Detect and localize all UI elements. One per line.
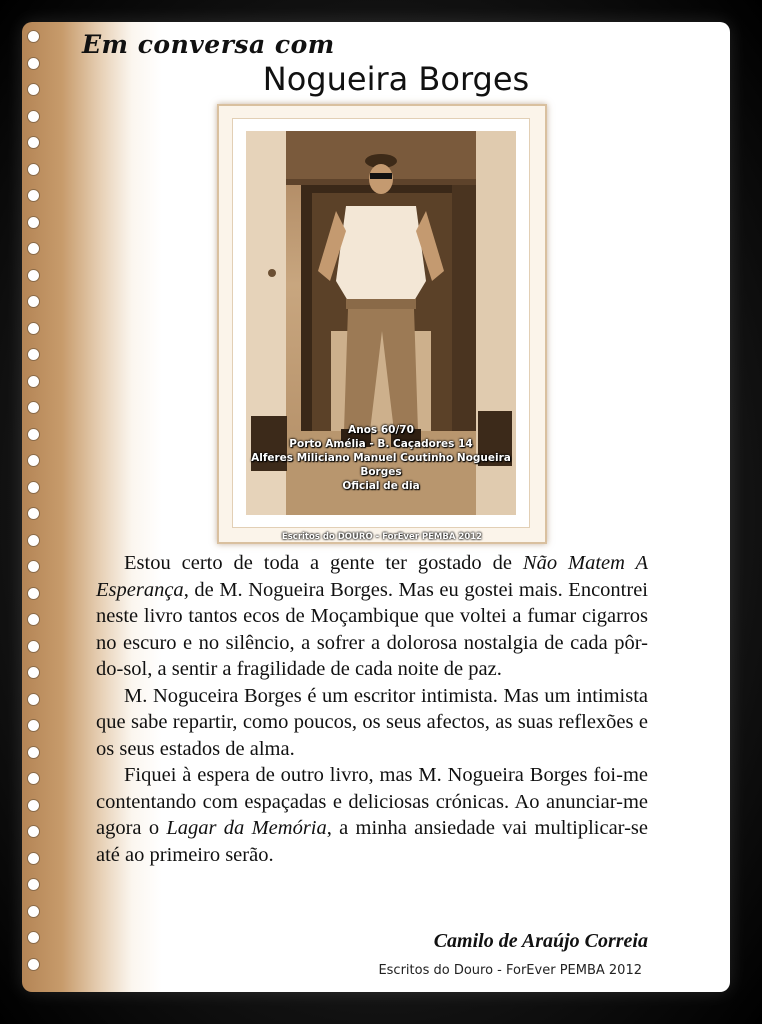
caption-line-decade: Anos 60/70 xyxy=(348,424,414,436)
binding-hole xyxy=(27,348,40,361)
caption-line-name: Alferes Miliciano Manuel Coutinho Nogueira Borges xyxy=(251,452,511,478)
binding-hole xyxy=(27,401,40,414)
photo-caption xyxy=(246,423,516,493)
notebook-page xyxy=(22,22,730,992)
binding-hole xyxy=(27,216,40,229)
binding-hole xyxy=(27,746,40,759)
book-title-lagar: Lagar da Memória xyxy=(166,817,327,839)
binding-hole xyxy=(27,587,40,600)
binding-hole xyxy=(27,613,40,626)
binding-hole xyxy=(27,825,40,838)
soldier-photo xyxy=(246,131,516,515)
paragraph-1 xyxy=(96,550,648,683)
binding-hole xyxy=(27,852,40,865)
paragraph-3-start: Fiquei à espera de outro livro, mas M. Nogueira Borges foi-me contentando com espaçadas e deliciosas crónicas. Ao anunciar-me agora o xyxy=(96,764,648,839)
paragraph-3 xyxy=(96,762,648,868)
binding-hole xyxy=(27,295,40,308)
paragraph-3-end: , a minha ansiedade vai multiplicar-se até ao primeiro serão. xyxy=(96,817,648,866)
paragraph-1-start: Estou certo de toda a gente ter gostado de xyxy=(124,552,523,574)
footer-credit: Escritos do Douro - ForEver PEMBA 2012 xyxy=(378,963,642,978)
binding-hole xyxy=(27,799,40,812)
binding-hole xyxy=(27,375,40,388)
binding-hole xyxy=(27,719,40,732)
binding-hole xyxy=(27,454,40,467)
binding-hole xyxy=(27,958,40,971)
author-signature: Camilo de Araújo Correia xyxy=(433,930,648,952)
binding-hole xyxy=(27,30,40,43)
binding-hole xyxy=(27,242,40,255)
binding-hole xyxy=(27,931,40,944)
binding-hole xyxy=(27,666,40,679)
paragraph-1-end: , de M. Nogueira Borges. Mas eu gostei mais. Encontrei neste livro tantos ecos de Moçambique que voltei a fumar cigarros no escuro e no silêncio, a sofrer a dolorosa nostalgia de cada pôr-do-sol, a sentir a fragilidade de cada noite de paz. xyxy=(96,578,648,680)
caption-line-role: Oficial de dia xyxy=(342,480,420,492)
book-title-nao-matem: Não Matem A Esperança xyxy=(96,552,648,601)
binding-hole xyxy=(27,905,40,918)
binding-hole xyxy=(27,322,40,335)
binding-hole xyxy=(27,481,40,494)
photo-mat xyxy=(232,118,530,528)
photo-card xyxy=(217,104,547,544)
photo-credit: Escritos do DOURO - ForEver PEMBA 2012 xyxy=(281,532,483,542)
binding-hole xyxy=(27,163,40,176)
binding-hole xyxy=(27,507,40,520)
binding-hole xyxy=(27,772,40,785)
binding-hole xyxy=(27,269,40,282)
binding-hole xyxy=(27,878,40,891)
binding-hole xyxy=(27,560,40,573)
binding-hole xyxy=(27,534,40,547)
binding-hole xyxy=(27,189,40,202)
paragraph-2: M. Noguceira Borges é um escritor intimista. Mas um intimista que sabe repartir, como poucos, os seus afectos, as suas reflexões e os seus estados de alma. xyxy=(96,684,648,760)
header-kicker: Em conversa com xyxy=(82,30,335,59)
spiral-binding xyxy=(27,30,41,990)
caption-line-place: Porto Amélia - B. Caçadores 14 xyxy=(289,438,473,450)
binding-hole xyxy=(27,693,40,706)
page-title: Nogueira Borges xyxy=(262,60,530,98)
binding-hole xyxy=(27,136,40,149)
binding-hole xyxy=(27,110,40,123)
binding-hole xyxy=(27,640,40,653)
article-body xyxy=(96,550,648,868)
binding-hole xyxy=(27,428,40,441)
